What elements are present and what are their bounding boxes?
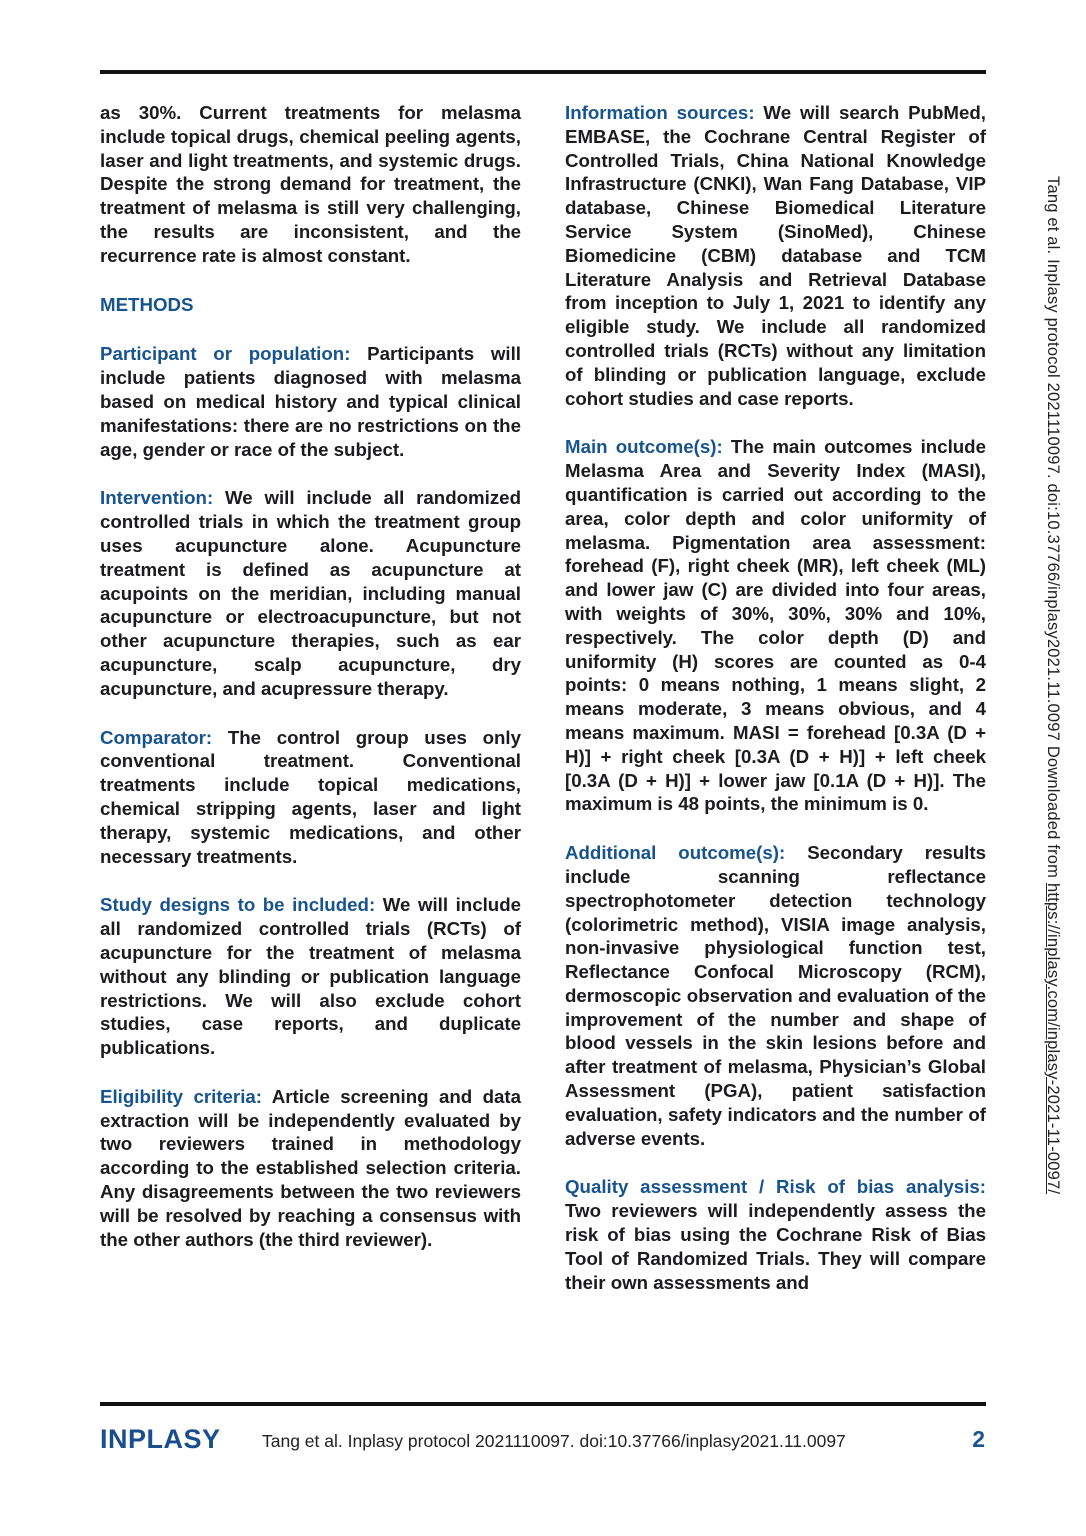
page-number: 2 <box>972 1426 985 1452</box>
footer-rule <box>100 1402 986 1406</box>
section-text: We will include all randomized controlled trials in which the treatment group uses acupuncture alone. Acupuncture treatment is defined as acupuncture at acupoints on the meridian, including manual acupuncture or electroacupuncture, but not other acupuncture therapies, such as ear acupuncture, scalp acupuncture, dry acupuncture, and acupressure therapy. <box>100 487 521 699</box>
paragraph-intro: as 30%. Current treatments for melasma include topical drugs, chemical peeling agents, laser and light treatments, and systemic drugs. Despite the strong demand for treatment, the treatment of melasma is still very challenging, the results are inconsistent, and the recurrence rate is almost constant. <box>100 102 521 266</box>
section-label: Main outcome(s): <box>565 436 723 458</box>
inplasy-logo: INPLASY <box>100 1424 221 1454</box>
section-label: Comparator: <box>100 726 213 748</box>
section-label: Information sources: <box>565 102 755 123</box>
paragraph-study-designs <box>100 893 521 1060</box>
paragraph-information-sources <box>565 101 986 410</box>
top-rule <box>100 70 986 74</box>
footer-citation: Tang et al. Inplasy protocol 2021110097. doi:10.37766/inplasy2021.11.0097 <box>262 1431 846 1451</box>
section-label: Quality assessment / Risk of bias analysis: <box>565 1176 986 1198</box>
paragraph-eligibility-criteria <box>100 1085 521 1252</box>
section-text: We will include all randomized controlled trials (RCTs) of acupuncture for the treatment of melasma without any blinding or publication language restrictions. We will also exclude cohort studies, case reports, and duplicate publications. <box>100 894 522 1059</box>
section-label: Study designs to be included: <box>100 894 376 916</box>
section-label: Participant or population: <box>100 343 351 365</box>
methods-heading: METHODS <box>100 293 194 315</box>
section-text: Two reviewers will independently assess the risk of bias using the Cochrane Risk of Bias Tool of Randomized Trials. They will compare their own assessments and <box>565 1200 986 1293</box>
paragraph-additional-outcomes <box>565 841 986 1150</box>
right-column <box>565 101 986 1319</box>
sidebar-citation-text: Tang et al. Inplasy protocol 2021110097. doi:10.37766/inplasy2021.11.0097 Downloaded from <box>1044 176 1062 879</box>
section-text: The main outcomes include Melasma Area and Severity Index (MASI), quantification is carried out according to the area, color depth and color uniformity of melasma. Pigmentation area assessment: forehead (F), right cheek (MR), left cheek (ML) and lower jaw (C) are divided into four areas, with weights of 30%, 30%, 30% and 10%, respectively. The color depth (D) and uniformity (H) scores are counted as 0-4 points: 0 means nothing, 1 means slight, 2 means moderate, 3 means obvious, and 4 means maximum. MASI = forehead [0.3A (D + H)] + right cheek [0.3A (D + H)] + left cheek [0.3A (D + H)] + lower jaw [0.1A (D + H)]. The maximum is 48 points, the minimum is 0. <box>565 436 986 815</box>
section-label: Eligibility criteria: <box>100 1085 263 1107</box>
paragraph-comparator <box>100 726 521 869</box>
section-text: We will search PubMed, EMBASE, the Cochrane Central Register of Controlled Trials, China National Knowledge Infrastructure (CNKI), Wan Fang Database, VIP database, Chinese Biomedical Literature Service System (SinoMed), Chinese Biomedicine (CBM) database and TCM Literature Analysis and Retrieval Database from inception to July 1, 2021 to identify any eligible study. We include all randomized controlled trials (RCTs) without any limitation of blinding or publication language, exclude cohort studies and case reports. <box>565 102 986 409</box>
paragraph-quality-assessment <box>565 1175 986 1294</box>
article-body <box>100 101 986 1319</box>
section-text: Participants will include patients diagnosed with melasma based on medical history and typical clinical manifestations: there are no restrictions on the age, gender or race of the subject. <box>100 343 521 460</box>
paragraph-main-outcomes <box>565 435 986 816</box>
section-label: Additional outcome(s): <box>565 842 786 864</box>
section-text: Article screening and data extraction will be independently evaluated by two reviewers trained in methodology according to the established selection criteria. Any disagreements between the two reviewers will be resolved by reaching a consensus with the other authors (the third reviewer). <box>100 1085 521 1250</box>
section-text: Secondary results include scanning reflectance spectrophotometer detection technology (colorimetric method), VISIA image analysis, non-invasive physiological function test, Reflectance Confocal Microscopy (RCM), dermoscopic observation and evaluation of the improvement of the number and shape of blood vessels in the skin lesions before and after treatment of melasma, Physician’s Global Assessment (PGA), patient satisfaction evaluation, safety indicators and the number of adverse events. <box>565 842 986 1149</box>
sidebar-citation-link[interactable]: https://inplasy.com/inplasy-2021-11-0097/ <box>1044 882 1062 1195</box>
sidebar-citation <box>1043 176 1062 1316</box>
section-text: The control group uses only conventional treatment. Conventional treatments include topical medications, chemical stripping agents, laser and light therapy, systemic medications, and other necessary treatments. <box>100 726 521 867</box>
section-label: Intervention: <box>100 487 214 509</box>
paragraph-intervention <box>100 486 521 700</box>
left-column <box>100 101 521 1319</box>
paragraph-participant-or-population <box>100 342 521 461</box>
